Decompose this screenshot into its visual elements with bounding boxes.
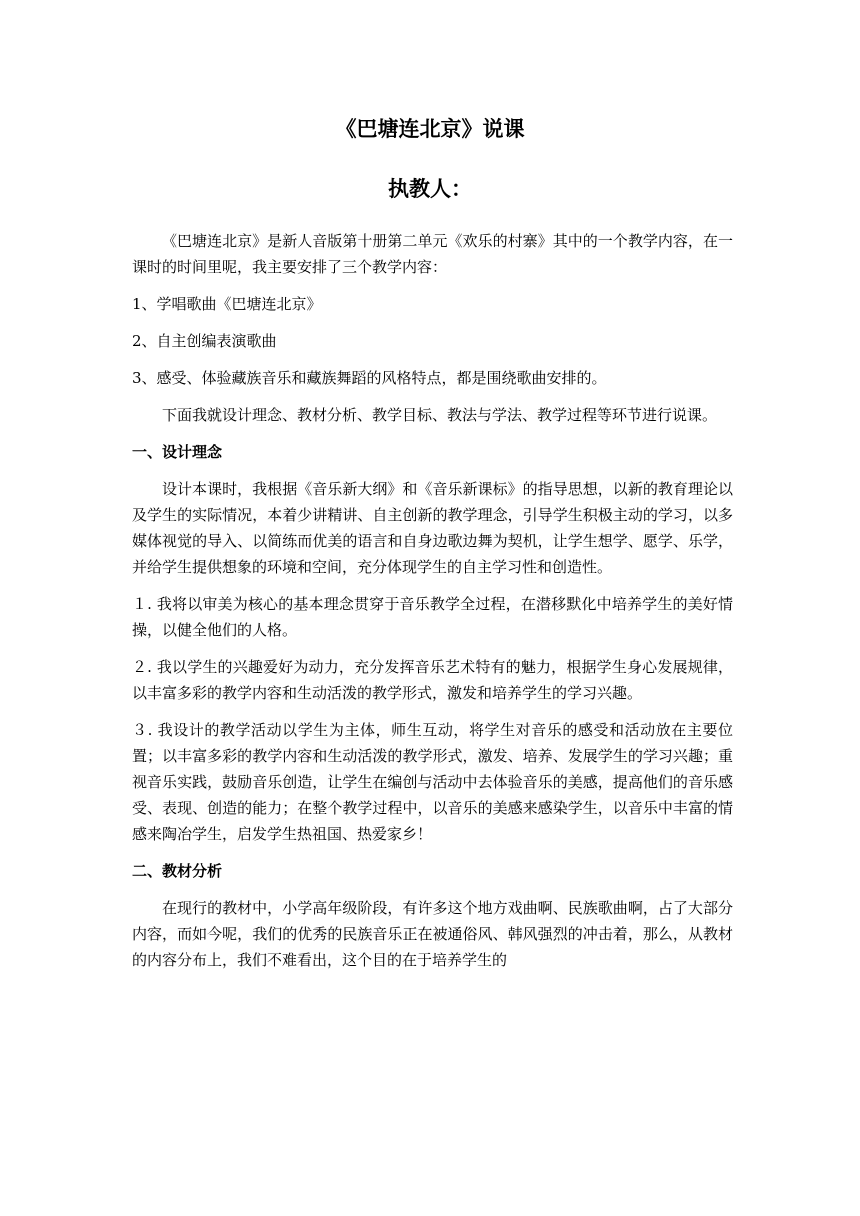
intro-paragraph: 《巴塘连北京》是新人音版第十册第二单元《欢乐的村寨》其中的一个教学内容，在一课时的时间里呢，我主要安排了三个教学内容： — [132, 232, 733, 276]
material-paragraph: 在现行的教材中，小学高年级阶段，有许多这个地方戏曲啊、民族歌曲啊，占了大部分内容，而如今呢，我们的优秀的民族音乐正在被通俗风、韩风强烈的冲击着，那么，从教材的内容分布上，我们不难看出，这个目的在于培养学生的 — [132, 899, 733, 969]
document-title: 《巴塘连北京》说课 — [335, 116, 525, 141]
design-point: １. 我将以审美为核心的基本理念贯穿于音乐教学全过程，在潜移默化中培养学生的美好情操，以健全他们的人格。 — [132, 595, 733, 639]
list-item: 1、学唱歌曲《巴塘连北京》 — [132, 295, 322, 313]
list-item: 3、感受、体验藏族音乐和藏族舞蹈的风格特点，都是围绕歌曲安排的。 — [132, 369, 607, 387]
teacher-label: 执教人： — [388, 176, 472, 201]
section-heading-design: 一、设计理念 — [132, 443, 223, 461]
design-point: ３. 我设计的教学活动以学生为主体，师生互动，将学生对音乐的感受和活动放在主要位置；以丰富多彩的教学内容和生动活泼的教学形式，激发、培养、发展学生的学习兴趣；重视音乐实践，鼓励音乐创造，让学生在编创与活动中去体验音乐的美感，提高他们的音乐感受、表现、创造的能力；在整个教学过程中，以音乐的美感来感染学生，以音乐中丰富的情感来陶冶学生，启发学生热祖国、热爱家乡！ — [132, 721, 733, 843]
section-heading-material: 二、教材分析 — [132, 862, 223, 880]
design-paragraph: 设计本课时，我根据《音乐新大纲》和《音乐新课标》的指导思想，以新的教育理论以及学生的实际情况，本着少讲精讲、自主创新的教学理念，引导学生积极主动的学习，以多媒体视觉的导入、以简练而优美的语言和自身边歌边舞为契机，让学生想学、愿学、乐学，并给学生提供想象的环境和空间，充分体现学生的自主学习性和创造性。 — [132, 480, 733, 576]
document-body — [132, 228, 733, 973]
list-item: 2、自主创编表演歌曲 — [132, 332, 277, 350]
design-point: ２. 我以学生的兴趣爱好为动力，充分发挥音乐艺术特有的魅力，根据学生身心发展规律，以丰富多彩的教学内容和生动活泼的教学形式，激发和培养学生的学习兴趣。 — [132, 658, 733, 702]
overview-paragraph: 下面我就设计理念、教材分析、教学目标、教法与学法、教学过程等环节进行说课。 — [162, 406, 718, 424]
